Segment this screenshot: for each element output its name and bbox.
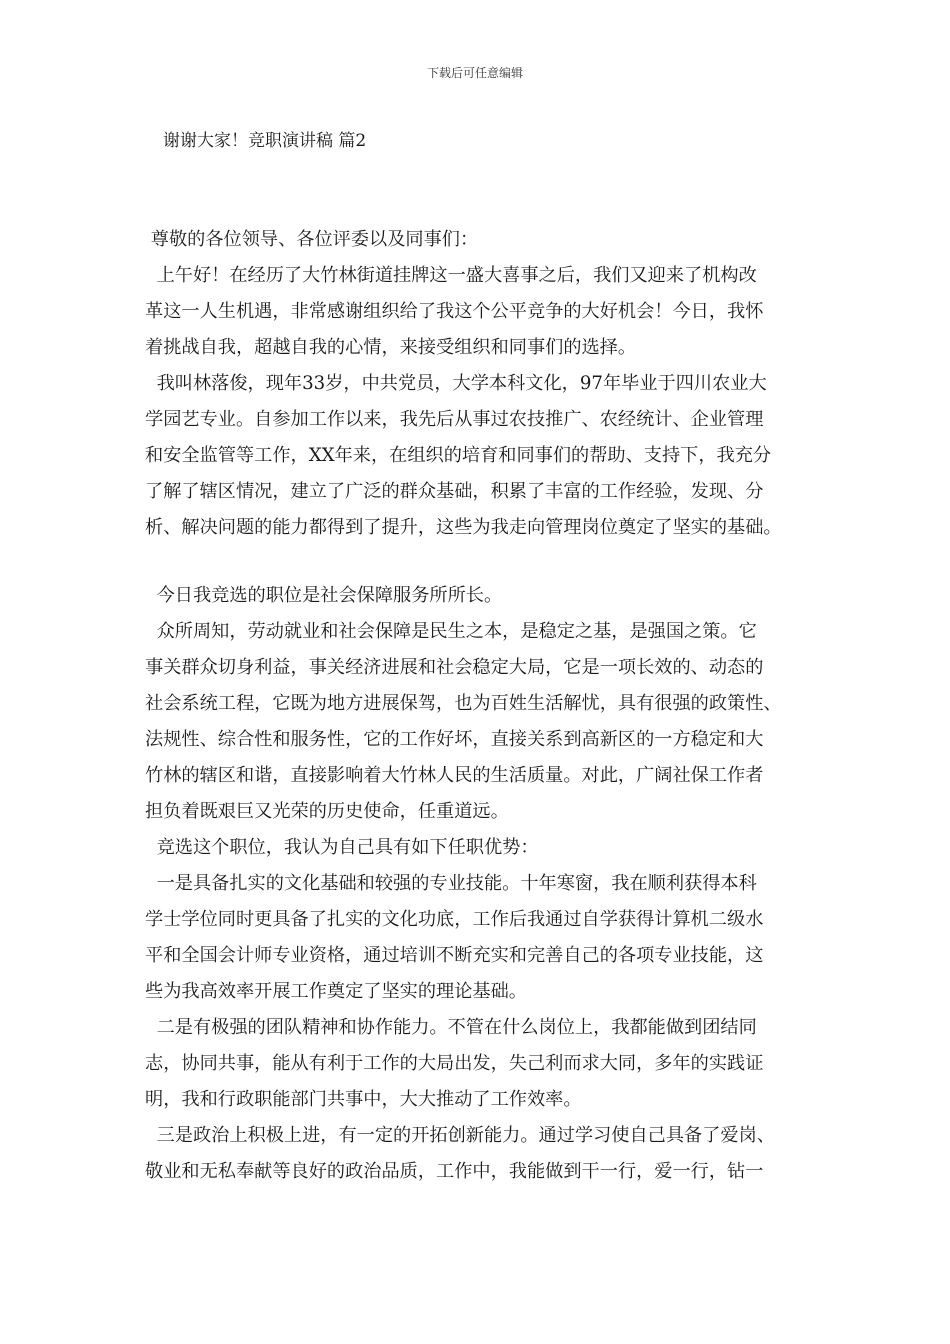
text-line: 革这一人生机遇，非常感谢组织给了我这个公平竞争的大好机会！今日，我怀 [145,301,764,322]
text-line: 今日我竞选的职位是社会保障服务所所长。 [145,585,503,606]
text-line: 些为我高效率开展工作奠定了坚实的理论基础。 [145,981,527,1002]
text-line: 担负着既艰巨又光荣的历史使命，任重道远。 [145,801,509,822]
paragraph [145,366,810,546]
text-line: 社会系统工程，它既为地方进展保驾，也为百姓生活解忧，具有很强的政策性、 [145,693,782,714]
text-line: 明，我和行政职能部门共事中，大大推动了工作效率。 [145,1089,582,1110]
text-line: 上午好！在经历了大竹林街道挂牌这一盛大喜事之后，我们又迎来了机构改 [145,265,757,286]
text-line: 尊敬的各位领导、各位评委以及同事们： [145,229,479,250]
text-line: 法规性、综合性和服务性，它的工作好坏，直接关系到高新区的一方稳定和大 [145,729,764,750]
text-line: 平和全国会计师专业资格，通过培训不断充实和完善自己的各项专业技能，这 [145,945,764,966]
text-line: 竹林的辖区和谐，直接影响着大竹林人民的生活质量。对此，广阔社保工作者 [145,765,764,786]
text-line: 析、解决问题的能力都得到了提升，这些为我走向管理岗位奠定了坚实的基础。 [145,517,782,538]
paragraph [145,1118,810,1190]
page-header: 下载后可任意编辑 [426,66,523,80]
text-line: 和安全监管等工作，XX年来，在组织的培育和同事们的帮助、支持下，我充分 [145,445,772,466]
text-line: 学士学位同时更具备了扎实的文化功底，工作后我通过自学获得计算机二级水 [145,909,764,930]
paragraph [145,578,810,614]
text-line: 竞选这个职位，我认为自己具有如下任职优势： [145,837,539,858]
text-line: 事关群众切身利益，事关经济进展和社会稳定大局，它是一项长效的、动态的 [145,657,764,678]
document-title: 谢谢大家！竞职演讲稿 篇2 [163,131,367,151]
paragraph [145,222,810,258]
paragraph [145,830,810,866]
text-line: 众所周知，劳动就业和社会保障是民生之本，是稳定之基，是强国之策。它 [145,621,757,642]
document-body [145,222,810,1190]
text-line: 了解了辖区情况，建立了广泛的群众基础，积累了丰富的工作经验，发现、分 [145,481,764,502]
paragraph [145,614,810,830]
paragraph [145,1010,810,1118]
text-line: 我叫林落俊，现年33岁，中共党员，大学本科文化，97年毕业于四川农业大 [145,373,767,394]
paragraph [145,866,810,1010]
text-line: 着挑战自我，超越自我的心情，来接受组织和同事们的选择。 [145,337,637,358]
text-line: 学园艺专业。自参加工作以来，我先后从事过农技推广、农经统计、企业管理 [145,409,764,430]
paragraph [145,258,810,366]
text-line: 一是具备扎实的文化基础和较强的专业技能。十年寒窗，我在顺利获得本科 [145,873,757,894]
text-line: 志，协同共事，能从有利于工作的大局出发，失己利而求大同，多年的实践证 [145,1053,764,1074]
text-line: 敬业和无私奉献等良好的政治品质，工作中，我能做到干一行，爱一行，钻一 [145,1161,764,1182]
text-line: 三是政治上积极上进，有一定的开拓创新能力。通过学习使自己具备了爱岗、 [145,1125,775,1146]
text-line: 二是有极强的团队精神和协作能力。不管在什么岗位上，我都能做到团结同 [145,1017,757,1038]
paragraph-gap [145,546,810,578]
